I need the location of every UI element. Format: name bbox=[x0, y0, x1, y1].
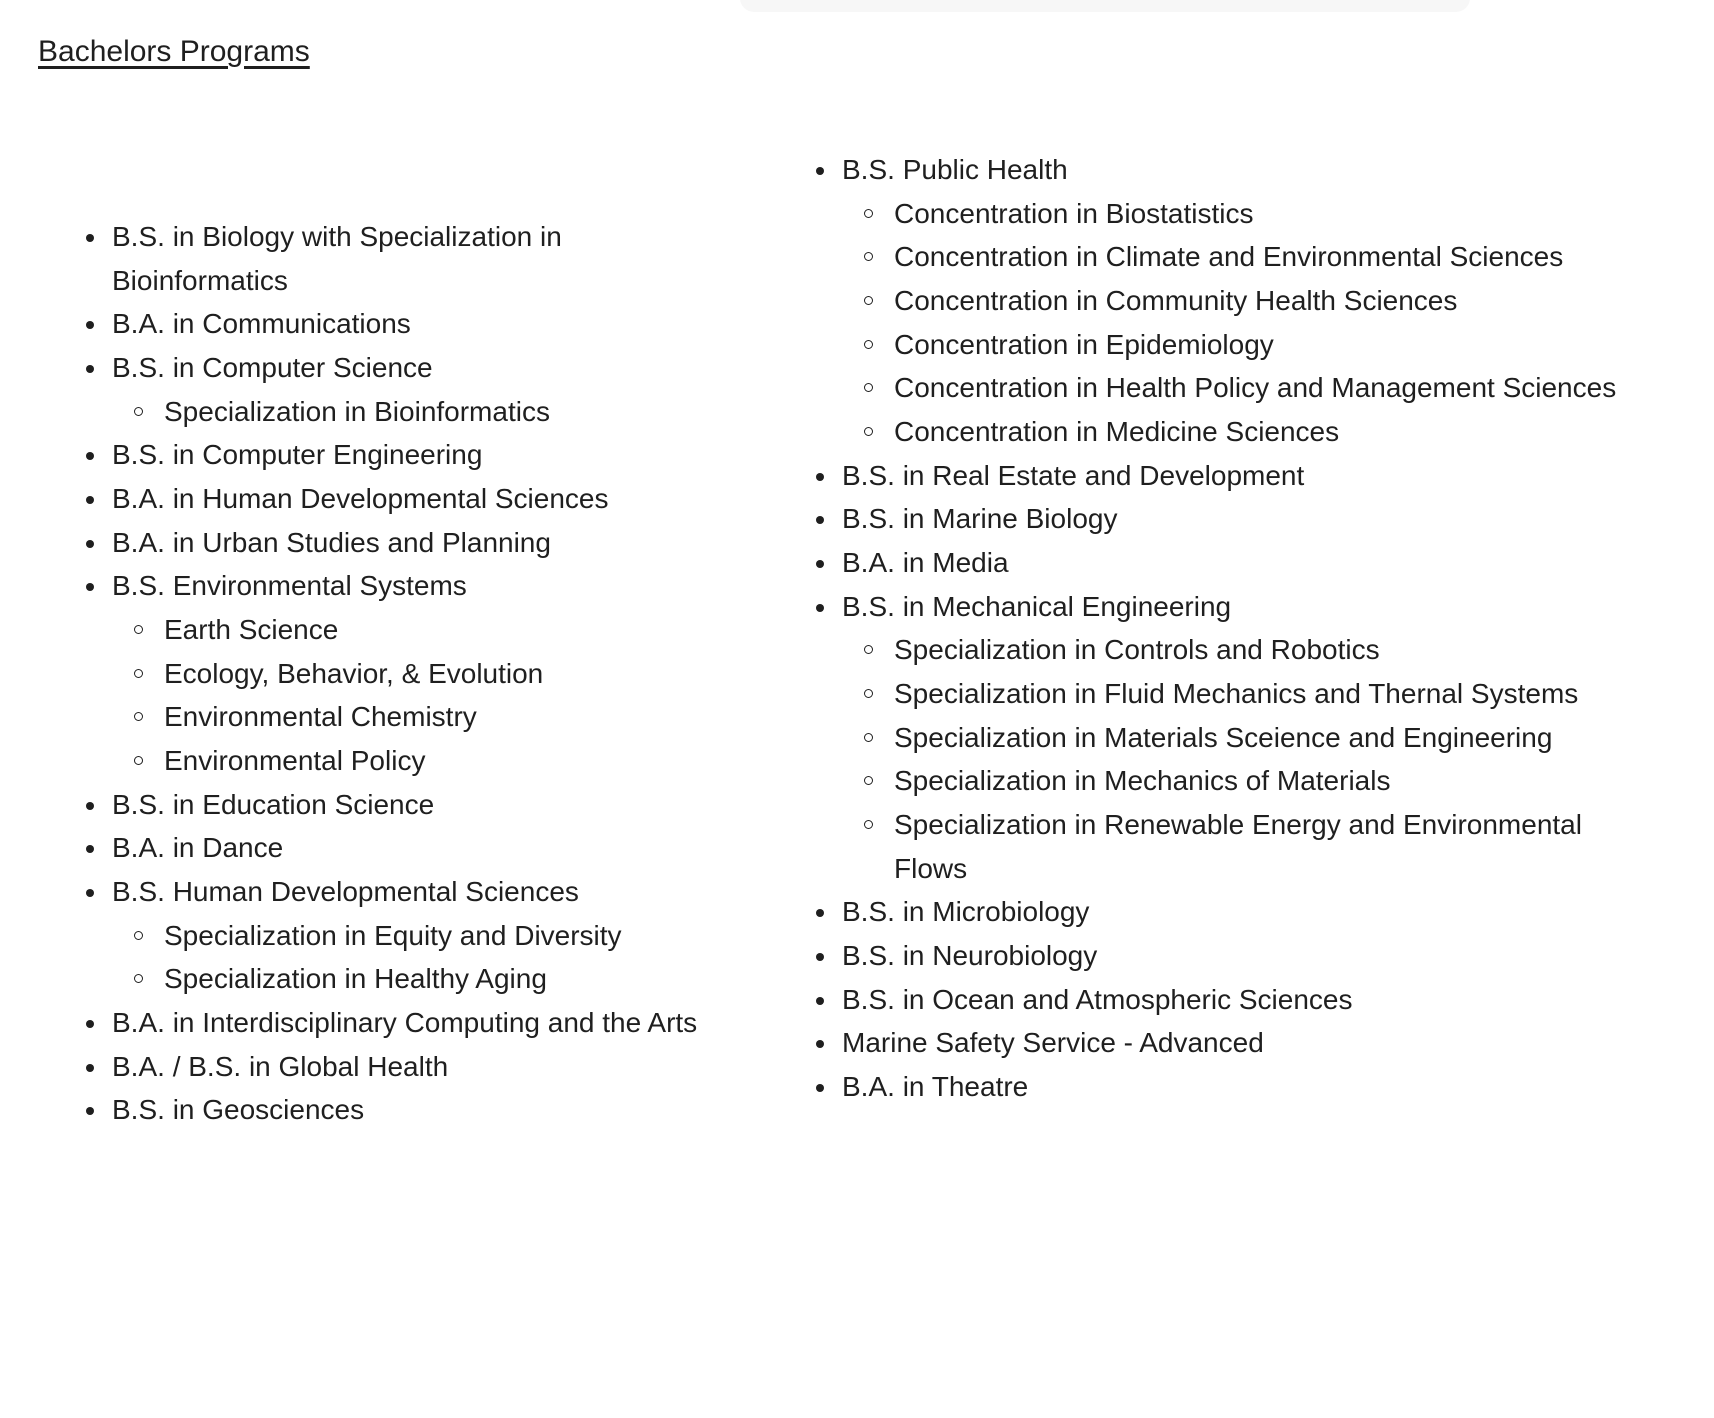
program-item-label: B.S. in Ocean and Atmospheric Sciences bbox=[842, 978, 1620, 1022]
program-subitem[interactable]: Specialization in Renewable Energy and Environmental Flows bbox=[842, 803, 1620, 890]
program-item[interactable] bbox=[60, 1001, 740, 1045]
program-subitem[interactable]: Environmental Policy bbox=[112, 739, 740, 783]
right-program-column bbox=[790, 148, 1620, 1109]
program-item-label: B.S. in Real Estate and Development bbox=[842, 454, 1620, 498]
program-item-label: B.A. in Communications bbox=[112, 302, 740, 346]
program-item-label: B.S. in Marine Biology bbox=[842, 497, 1620, 541]
program-item[interactable] bbox=[790, 148, 1620, 454]
program-item[interactable] bbox=[60, 870, 740, 1001]
program-item-label: B.S. in Computer Science bbox=[112, 346, 740, 390]
program-item-label: B.S. in Mechanical Engineering bbox=[842, 585, 1620, 629]
program-item[interactable] bbox=[790, 541, 1620, 585]
program-item[interactable] bbox=[60, 346, 740, 433]
program-item-label: B.A. in Interdisciplinary Computing and the Arts bbox=[112, 1001, 740, 1045]
program-subitem[interactable]: Ecology, Behavior, & Evolution bbox=[112, 652, 740, 696]
program-list-right bbox=[790, 148, 1620, 1109]
program-subitem[interactable]: Earth Science bbox=[112, 608, 740, 652]
program-subitem[interactable]: Specialization in Equity and Diversity bbox=[112, 914, 740, 958]
program-item[interactable] bbox=[790, 454, 1620, 498]
page-title: Bachelors Programs bbox=[38, 35, 310, 68]
program-item-label: B.S. in Education Science bbox=[112, 783, 740, 827]
program-subitem[interactable]: Concentration in Biostatistics bbox=[842, 192, 1620, 236]
program-sublist bbox=[842, 628, 1620, 890]
program-item[interactable] bbox=[60, 521, 740, 565]
program-subitem[interactable]: Specialization in Bioinformatics bbox=[112, 390, 740, 434]
program-sublist bbox=[112, 390, 740, 434]
program-item-label: B.S. Human Developmental Sciences bbox=[112, 870, 740, 914]
program-item-label: B.S. in Neurobiology bbox=[842, 934, 1620, 978]
program-sublist bbox=[112, 608, 740, 783]
program-list-left bbox=[60, 215, 740, 1132]
program-item-label: B.S. in Computer Engineering bbox=[112, 433, 740, 477]
program-subitem[interactable]: Specialization in Mechanics of Materials bbox=[842, 759, 1620, 803]
program-item[interactable] bbox=[790, 978, 1620, 1022]
program-subitem[interactable]: Concentration in Health Policy and Management Sciences bbox=[842, 366, 1620, 410]
program-subitem[interactable]: Environmental Chemistry bbox=[112, 695, 740, 739]
program-item-label: B.S. Public Health bbox=[842, 148, 1620, 192]
program-subitem[interactable]: Concentration in Medicine Sciences bbox=[842, 410, 1620, 454]
program-sublist bbox=[112, 914, 740, 1001]
program-item-label: B.A. in Media bbox=[842, 541, 1620, 585]
program-item-label: B.A. in Dance bbox=[112, 826, 740, 870]
program-item-label: B.A. in Theatre bbox=[842, 1065, 1620, 1109]
left-program-column bbox=[60, 215, 740, 1132]
program-subitem[interactable]: Specialization in Materials Sceience and Engineering bbox=[842, 716, 1620, 760]
program-item[interactable] bbox=[60, 477, 740, 521]
program-item-label: Marine Safety Service - Advanced bbox=[842, 1021, 1620, 1065]
program-sublist bbox=[842, 192, 1620, 454]
program-item[interactable] bbox=[790, 1021, 1620, 1065]
program-item[interactable] bbox=[790, 585, 1620, 891]
program-item-label: B.A. in Urban Studies and Planning bbox=[112, 521, 740, 565]
program-item-label: B.S. Environmental Systems bbox=[112, 564, 740, 608]
program-item-label: B.S. in Microbiology bbox=[842, 890, 1620, 934]
program-item-label: B.S. in Biology with Specialization in Bioinformatics bbox=[112, 215, 740, 302]
program-subitem[interactable]: Specialization in Fluid Mechanics and Thernal Systems bbox=[842, 672, 1620, 716]
program-subitem[interactable]: Concentration in Epidemiology bbox=[842, 323, 1620, 367]
program-item[interactable] bbox=[60, 826, 740, 870]
program-item[interactable] bbox=[790, 890, 1620, 934]
program-item[interactable] bbox=[790, 1065, 1620, 1109]
program-item[interactable] bbox=[60, 215, 740, 302]
program-item[interactable] bbox=[60, 433, 740, 477]
program-subitem[interactable]: Concentration in Community Health Sciences bbox=[842, 279, 1620, 323]
program-item[interactable] bbox=[60, 783, 740, 827]
program-item-label: B.S. in Geosciences bbox=[112, 1088, 740, 1132]
program-subitem[interactable]: Concentration in Climate and Environmental Sciences bbox=[842, 235, 1620, 279]
program-item[interactable] bbox=[790, 497, 1620, 541]
program-subitem[interactable]: Specialization in Controls and Robotics bbox=[842, 628, 1620, 672]
program-item[interactable] bbox=[790, 934, 1620, 978]
program-item[interactable] bbox=[60, 1045, 740, 1089]
program-item-label: B.A. in Human Developmental Sciences bbox=[112, 477, 740, 521]
program-subitem[interactable]: Specialization in Healthy Aging bbox=[112, 957, 740, 1001]
program-item[interactable] bbox=[60, 564, 740, 782]
program-item[interactable] bbox=[60, 302, 740, 346]
program-item-label: B.A. / B.S. in Global Health bbox=[112, 1045, 740, 1089]
program-item[interactable] bbox=[60, 1088, 740, 1132]
